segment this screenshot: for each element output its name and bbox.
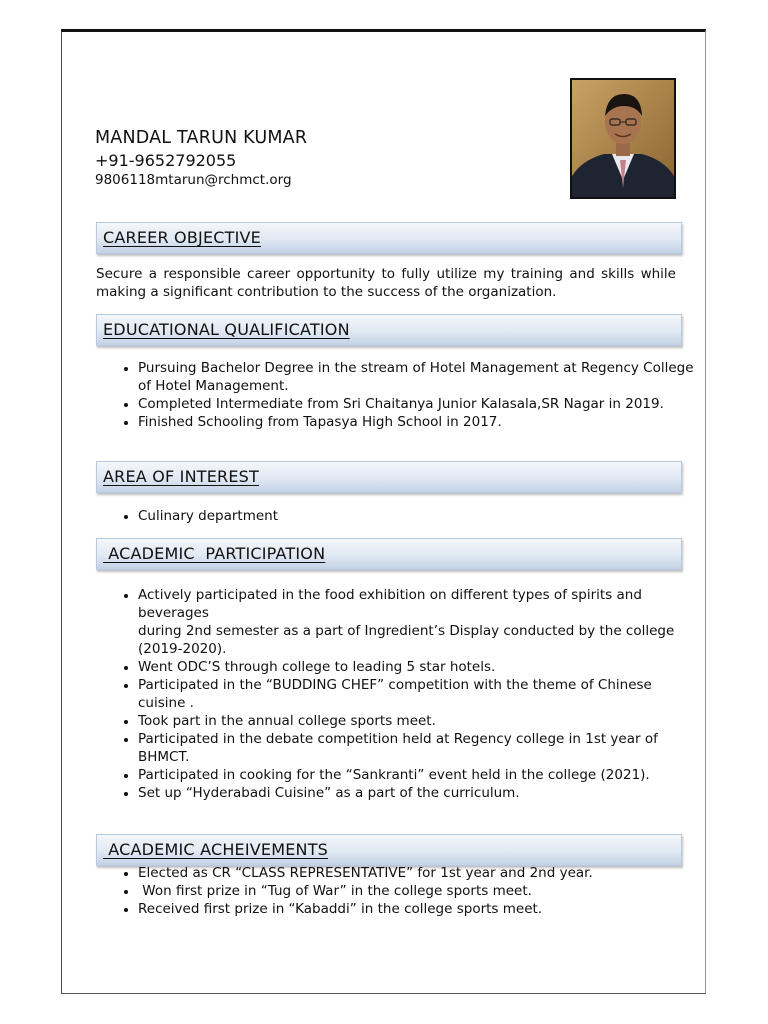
list-item: • Pursuing Bachelor Degree in the stream of Hotel Management at Regency College of Hotel Management. <box>138 359 698 395</box>
section-header-interest <box>96 461 682 493</box>
list-item: • Elected as CR “CLASS REPRESENTATIVE” for 1st year and 2nd year. <box>138 864 698 882</box>
list-item: • Culinary department <box>138 507 698 525</box>
section-title: ACADEMIC PARTICIPATION <box>103 544 326 563</box>
education-list <box>114 359 698 431</box>
section-header-education <box>96 314 682 346</box>
section-title: AREA OF INTEREST <box>103 467 260 486</box>
achievements-list <box>114 864 698 918</box>
list-item-text: Actively participated in the food exhibition on different types of spirits and beverages <box>138 587 642 621</box>
section-header-achievements <box>96 834 682 866</box>
list-item: • Completed Intermediate from Sri Chaitanya Junior Kalasala,SR Nagar in 2019. <box>138 395 698 413</box>
phone-number: +91-9652792055 <box>95 151 237 170</box>
list-item: • Participated in cooking for the “Sankranti” event held in the college (2021). <box>138 766 698 784</box>
list-item: • Participated in the “BUDDING CHEF” competition with the theme of Chinese cuisine . <box>138 676 698 712</box>
interest-list <box>114 507 698 525</box>
list-item: • Set up “Hyderabadi Cuisine” as a part of the curriculum. <box>138 784 698 802</box>
section-title: CAREER OBJECTIVE <box>103 228 261 247</box>
list-item-continuation: during 2nd semester as a part of Ingredient’s Display conducted by the college (2019-2020). <box>138 623 675 657</box>
list-item <box>138 586 698 658</box>
section-header-career-objective <box>96 222 682 254</box>
section-title: ACADEMIC ACHEIVEMENTS <box>103 840 329 859</box>
email-address: 9806118mtarun@rchmct.org <box>95 172 292 188</box>
list-item: • Took part in the annual college sports meet. <box>138 712 698 730</box>
list-item: • Went ODC’S through college to leading 5 star hotels. <box>138 658 698 676</box>
career-objective-text: Secure a responsible career opportunity to fully utilize my training and skills while making a significant contribution to the success of the organization. <box>96 266 676 300</box>
section-title: EDUCATIONAL QUALIFICATION <box>103 320 350 339</box>
list-item: • Received first prize in “Kabaddi” in the college sports meet. <box>138 900 698 918</box>
participation-list <box>114 586 698 802</box>
list-item: • Finished Schooling from Tapasya High School in 2017. <box>138 413 698 431</box>
section-header-participation <box>96 538 682 570</box>
list-item: • Won first prize in “Tug of War” in the college sports meet. <box>138 882 698 900</box>
list-item: • Participated in the debate competition held at Regency college in 1st year of BHMCT. <box>138 730 698 766</box>
profile-photo <box>570 78 676 199</box>
candidate-name: MANDAL TARUN KUMAR <box>95 128 308 148</box>
